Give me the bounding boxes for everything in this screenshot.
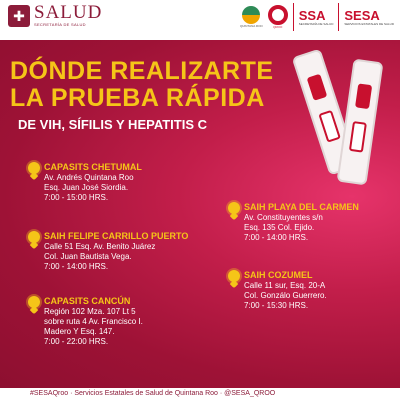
location-address: sobre ruta 4 Av. Francisco I. — [44, 317, 143, 326]
location-address: Av. Constituyentes s/n — [244, 213, 323, 222]
location-address: Región 102 Mza. 107 Lt 5 — [44, 307, 136, 316]
location-address: Col. Gonzálo Guerrero. — [244, 291, 327, 300]
partner-logos — [240, 3, 394, 31]
sesa-title: SESA — [344, 7, 380, 23]
location-chetumal — [44, 162, 142, 203]
location-cancun — [44, 296, 143, 347]
location-address: Calle 11 sur, Esq. 20-A — [244, 281, 326, 290]
location-cozumel — [244, 270, 327, 311]
location-address: Esq. 135 Col. Ejido. — [244, 223, 315, 232]
qroo-logo — [268, 5, 288, 29]
location-name: CAPASITS CHETUMAL — [44, 162, 142, 172]
divider — [338, 3, 339, 31]
salud-emblem-icon: ✚ — [8, 5, 30, 27]
location-pin-icon — [28, 296, 40, 308]
logo-subtitle: SECRETARÍA DE SALUD — [34, 22, 86, 27]
headline-subtitle: DE VIH, SÍFILIS Y HEPATITIS C — [18, 117, 208, 132]
sesa-logo — [344, 9, 394, 26]
location-hours: 7:00 - 14:00 HRS. — [44, 262, 109, 271]
location-pin-icon — [28, 231, 40, 243]
location-name: SAIH FELIPE CARRILLO PUERTO — [44, 231, 189, 241]
ssa-title: SSA — [298, 7, 326, 23]
salud-logo — [8, 4, 102, 27]
headline-line-2: LA PRUEBA RÁPIDA — [10, 84, 265, 112]
location-address: Calle 51 Esq. Av. Benito Juárez — [44, 242, 156, 251]
location-pin-icon — [28, 162, 40, 174]
sesa-subtitle: SERVICIOS ESTATALES DE SALUD — [344, 21, 394, 26]
state-seal — [240, 6, 263, 28]
headline-line-1: DÓNDE REALIZARTE — [10, 57, 274, 85]
logo-title: SALUD — [34, 2, 103, 23]
location-hours: 7:00 - 15:30 HRS. — [244, 301, 309, 310]
location-hours: 7:00 - 22:00 HRS. — [44, 337, 109, 346]
location-name: SAIH PLAYA DEL CARMEN — [244, 202, 359, 212]
location-name: SAIH COZUMEL — [244, 270, 313, 280]
state-seal-icon — [242, 6, 260, 24]
location-hours: 7:00 - 14:00 HRS. — [244, 233, 309, 242]
location-address: Av. Andrés Quintana Roo — [44, 173, 134, 182]
location-hours: 7:00 - 15:00 HRS. — [44, 193, 109, 202]
footer-bar — [0, 388, 400, 400]
location-address: Esq. Juan José Siordia. — [44, 183, 129, 192]
ssa-subtitle: SECRETARÍA DE SALUD — [298, 21, 334, 26]
location-name: CAPASITS CANCÚN — [44, 296, 131, 306]
location-address: Madero Y Esq. 147. — [44, 327, 115, 336]
location-address: Col. Juan Bautista Vega. — [44, 252, 132, 261]
qroo-label: QROO — [273, 25, 283, 29]
seal-label: QUINTANA ROO — [239, 24, 263, 28]
header-bar — [0, 0, 400, 40]
rapid-test-illustration — [290, 50, 390, 195]
footer-text: #SESAQroo · Servicios Estatales de Salud de Quintana Roo · @SESA_QROO — [30, 390, 276, 397]
divider — [293, 3, 294, 31]
location-felipe-carrillo-puerto — [44, 231, 188, 272]
location-playa-del-carmen — [244, 202, 359, 243]
headline — [10, 58, 274, 112]
location-pin-icon — [228, 270, 240, 282]
qroo-q-icon — [268, 5, 288, 25]
ssa-logo — [299, 9, 334, 26]
location-pin-icon — [228, 202, 240, 214]
